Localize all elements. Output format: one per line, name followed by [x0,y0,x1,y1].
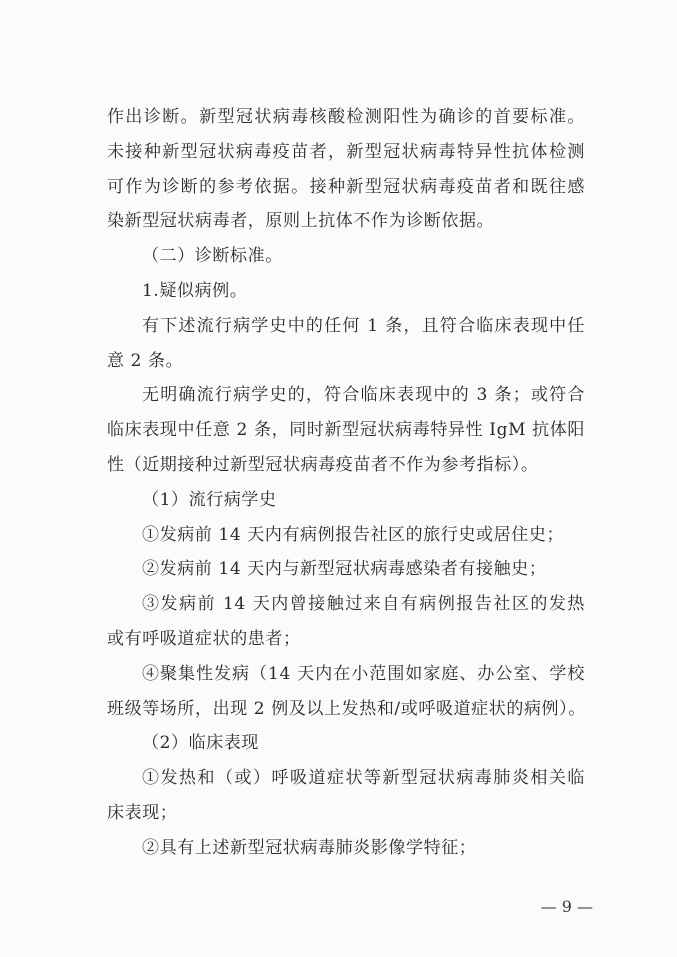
text-line: 染新型冠状病毒者，原则上抗体不作为诊断依据。 [107,211,495,232]
text-line: ④聚集性发病（14 天内在小范围如家庭、办公室、学校 [142,663,585,684]
text-line: 意 2 条。 [107,350,184,371]
text-line: 可作为诊断的参考依据。接种新型冠状病毒疫苗者和既往感 [107,176,585,197]
text-line: （1）流行病学史 [142,489,277,510]
text-line: 1.疑似病例。 [142,280,248,301]
text-line: ③发病前 14 天内曾接触过来自有病例报告社区的发热 [142,594,585,615]
text-line: 性（近期接种过新型冠状病毒疫苗者不作为参考指标）。 [107,454,539,475]
text-line: 作出诊断。新型冠状病毒核酸检测阳性为确诊的首要标准。 [107,107,585,127]
text-line: 班级等场所，出现 2 例及以上发热和/或呼吸道症状的病例）。 [107,698,586,719]
text-line: ②发病前 14 天内与新型冠状病毒感染者有接触史； [142,559,547,580]
text-line: 临床表现中任意 2 条，同时新型冠状病毒特异性 IgM 抗体阳 [107,420,585,441]
text-line: （二）诊断标准。 [142,246,283,267]
text-line: （2）临床表现 [142,733,260,754]
text-line: 床表现； [107,802,178,823]
text-line: ②具有上述新型冠状病毒肺炎影像学特征； [142,837,477,858]
page-number: — 9 — [540,897,593,916]
body-text [107,100,585,866]
text-line: 未接种新型冠状病毒疫苗者，新型冠状病毒特异性抗体检测 [107,141,585,162]
text-line: 有下述流行病学史中的任何 1 条，且符合临床表现中任 [142,315,585,336]
text-line: ①发病前 14 天内有病例报告社区的旅行史或居住史； [142,524,565,545]
text-line: 或有呼吸道症状的患者； [107,628,301,649]
text-line: ①发热和（或）呼吸道症状等新型冠状病毒肺炎相关临 [142,768,585,789]
text-line: 无明确流行病学史的，符合临床表现中的 3 条；或符合 [142,385,585,406]
